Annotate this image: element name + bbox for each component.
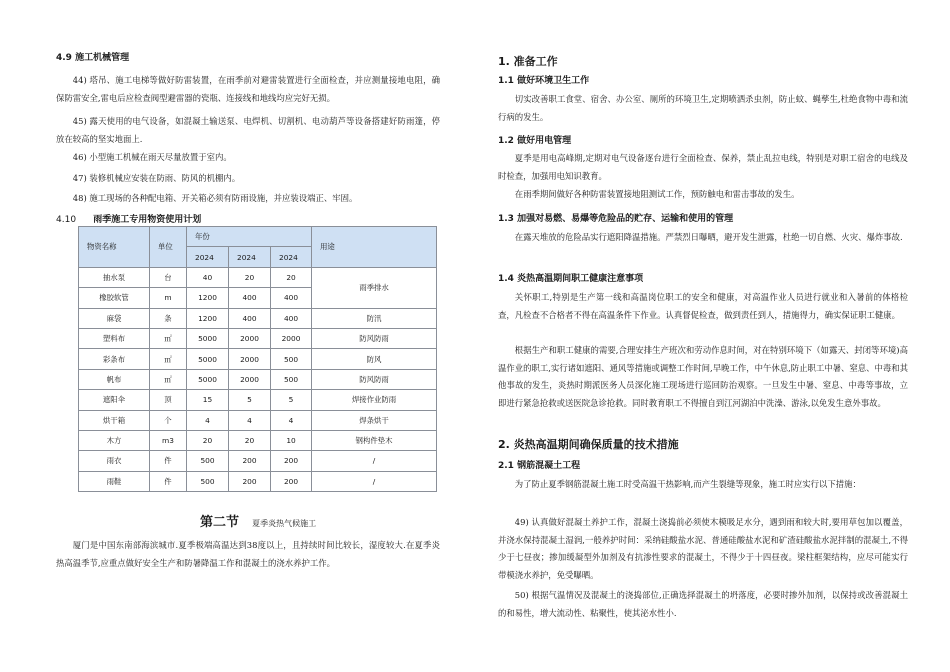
cell-value: 500: [271, 349, 312, 369]
cell-value: 500: [187, 471, 229, 491]
cell-value: 2000: [229, 328, 271, 348]
cell-value: 15: [187, 390, 229, 410]
section-2-heading: [200, 511, 316, 530]
intro-paragraph: 厦门是中国东南部海滨城市.夏季极端高温达到38度以上，且持续时间比较长，湿度较大.在夏季炎热高温季节,应重点做好安全生产和防暑降温工作和混凝土的浇水养护工作。: [56, 540, 440, 568]
table-row: [79, 471, 437, 491]
cell-use: 防汛: [312, 308, 437, 328]
table-row: [79, 349, 437, 369]
cell-value: 5: [271, 390, 312, 410]
cell-value: 4: [187, 410, 229, 430]
cell-value: 2000: [271, 328, 312, 348]
paragraph-1-3: 在露天堆放的危险品实行遮阳降温措施。严禁烈日曝晒，避开发生泄露，杜绝一切自燃、火灾、爆炸事故.: [514, 232, 903, 242]
cell-unit: 件: [150, 451, 187, 471]
cell-use: 防风防雨: [312, 328, 437, 348]
header-year-2: 2024: [229, 247, 271, 267]
cell-name: 烘干箱: [79, 410, 150, 430]
cell-value: 20: [271, 267, 312, 287]
cell-name: 抽水泵: [79, 267, 150, 287]
table-row: [79, 369, 437, 389]
cell-unit: ㎡: [150, 369, 187, 389]
table-row: [79, 308, 437, 328]
paragraph-2-1: 为了防止夏季钢筋混凝土施工时受高温干热影响,而产生裂缝等现象，施工时应实行以下措施：: [514, 479, 861, 489]
cell-value: 200: [271, 451, 312, 471]
paragraph-1-2b: 在雨季期间做好各种防雷装置接地阻测试工作，预防触电和雷击事故的发生。: [514, 189, 800, 199]
cell-value: 200: [229, 451, 271, 471]
cell-name: 彩条布: [79, 349, 150, 369]
cell-use: /: [312, 471, 437, 491]
cell-value: 400: [229, 308, 271, 328]
cell-value: 40: [187, 267, 229, 287]
cell-value: 200: [229, 471, 271, 491]
section-4-10-heading: [56, 212, 201, 225]
cell-name: 雨衣: [79, 451, 150, 471]
heading-2: 2. 炎热高温期间确保质量的技术措施: [498, 438, 679, 451]
cell-value: 20: [229, 430, 271, 450]
cell-name: 麻袋: [79, 308, 150, 328]
cell-name: 遮阳伞: [79, 390, 150, 410]
section-4-10-number: 4.10: [56, 215, 77, 225]
header-unit: 单位: [150, 227, 187, 268]
cell-name: 雨鞋: [79, 471, 150, 491]
cell-value: 400: [271, 288, 312, 308]
cell-use: 钢构件垫木: [312, 430, 437, 450]
heading-1-1: 1.1 做好环境卫生工作: [498, 76, 590, 86]
section-4-10-title: 雨季施工专用物资使用计划: [93, 215, 202, 225]
paragraph-46: 46) 小型施工机械在雨天尽量放置于室内。: [72, 152, 232, 162]
header-name: 物资名称: [79, 227, 150, 268]
cell-value: 5000: [187, 369, 229, 389]
materials-table: [78, 226, 437, 492]
table-row: [79, 267, 437, 287]
cell-unit: 顶: [150, 390, 187, 410]
cell-unit: 条: [150, 308, 187, 328]
cell-value: 10: [271, 430, 312, 450]
cell-use: 防风: [312, 349, 437, 369]
cell-value: 500: [271, 369, 312, 389]
paragraph-47: 47) 装修机械应安装在防雨、防风的机棚内。: [72, 173, 241, 183]
cell-value: 2000: [229, 369, 271, 389]
paragraph-49: 49) 认真做好混凝土养护工作，混凝土浇捣前必须使木模吸足水分，遇到雨和较大时,要用草包加以覆盖，并浇水保持混凝土湿润,一般养护时间：采纳硅酸盐水泥、普通硅酸盐水泥和矿渣硅酸盐水泥拌制的混凝土,不得少于七昼夜；掺加缓凝型外加剂及有抗渗性要求的混凝土，不得少于十四昼夜。梁柱框架结构，应尽可能实行带模浇水养护，免受曝晒。: [498, 517, 908, 580]
cell-value: 2000: [229, 349, 271, 369]
cell-name: 木方: [79, 430, 150, 450]
heading-1-3: 1.3 加强对易燃、易爆等危险品的贮存、运输和使用的管理: [498, 214, 734, 224]
header-year-1: 2024: [187, 247, 229, 267]
cell-unit: m3: [150, 430, 187, 450]
cell-unit: 台: [150, 267, 187, 287]
heading-1-4: 1.4 炎热高温期间职工健康注意事项: [498, 274, 644, 284]
table-row: [79, 390, 437, 410]
section-2-number: 第二节: [200, 515, 240, 530]
header-year-3: 2024: [271, 247, 312, 267]
cell-use: 防风防雨: [312, 369, 437, 389]
cell-unit: ㎡: [150, 349, 187, 369]
table-row: [79, 451, 437, 471]
cell-value: 1200: [187, 308, 229, 328]
cell-unit: ㎡: [150, 328, 187, 348]
cell-value: 400: [229, 288, 271, 308]
paragraph-1-1: 切实改善职工食堂、宿舍、办公室、厕所的环境卫生,定期喷洒杀虫剂，防止蚊、蝇孳生,杜绝食物中毒和流行病的发生。: [498, 94, 908, 122]
paragraph-44: 44) 塔吊、施工电梯等做好防雷装置，在雨季前对避雷装置进行全面检查，并应测量接地电阻，确保防雷安全,雷电后应检查阀型避雷器的瓷瓶、连接线和地线均应完好无损。: [56, 75, 440, 103]
cell-unit: 件: [150, 471, 187, 491]
cell-use: 雨季排水: [312, 267, 437, 308]
heading-2-1: 2.1 钢筋混凝土工程: [498, 461, 581, 471]
paragraph-1-4a: 关怀职工,特别是生产第一线和高温岗位职工的安全和健康，对高温作业人员进行就业和入暑前的体格检查，凡检查不合格者不得在高温条件下作业。认真督促检查，做到责任到人，措施得力，确实保证职工健康。: [498, 292, 908, 320]
cell-value: 1200: [187, 288, 229, 308]
cell-value: 5000: [187, 349, 229, 369]
heading-1-2: 1.2 做好用电管理: [498, 136, 572, 146]
header-use: 用途: [312, 227, 437, 268]
cell-use: 焊接作业防雨: [312, 390, 437, 410]
cell-value: 500: [187, 451, 229, 471]
cell-value: 5000: [187, 328, 229, 348]
paragraph-50: 50) 根据气温情况及混凝土的浇捣部位,正确选择混凝土的坍落度，必要时掺外加剂，以保持或改善混凝土的和易性，增大流动性、粘聚性，使其泌水性小.: [498, 590, 908, 618]
cell-value: 20: [187, 430, 229, 450]
paragraph-1-2a: 夏季是用电高峰期,定期对电气设备逐台进行全面检查、保养，禁止乱拉电线，特别是对职工宿舍的电线及时检查，加强用电知识教育。: [498, 153, 908, 181]
cell-name: 塑料布: [79, 328, 150, 348]
cell-unit: m: [150, 288, 187, 308]
cell-value: 5: [229, 390, 271, 410]
cell-value: 4: [229, 410, 271, 430]
header-year: 年份: [187, 227, 312, 247]
cell-name: 橡胶软管: [79, 288, 150, 308]
cell-name: 帆布: [79, 369, 150, 389]
cell-unit: 个: [150, 410, 187, 430]
cell-use: 焊条烘干: [312, 410, 437, 430]
section-2-title: 夏季炎热气候施工: [252, 519, 317, 528]
cell-value: 200: [271, 471, 312, 491]
table-row: [79, 430, 437, 450]
table-header-row: [79, 227, 437, 247]
section-4-9-heading: 4.9 施工机械管理: [56, 53, 130, 63]
cell-value: 4: [271, 410, 312, 430]
cell-use: /: [312, 451, 437, 471]
paragraph-48: 48) 施工现场的各种配电箱、开关箱必须有防雨设施，并应装设端正、牢固。: [72, 193, 358, 203]
table-row: [79, 410, 437, 430]
table-row: [79, 328, 437, 348]
cell-value: 20: [229, 267, 271, 287]
cell-value: 400: [271, 308, 312, 328]
paragraph-45: 45) 露天使用的电气设备，如混凝土输送泵、电焊机、切割机、电动葫芦等设备搭建好防雨篷，停放在较高的坚实地面上.: [56, 116, 440, 144]
heading-1: 1. 准备工作: [498, 55, 558, 68]
paragraph-1-4b: 根据生产和职工健康的需要,合理安排生产班次和劳动作息时间，对在特别环境下（如露天、封闭等环境)高温作业的职工,实行诸如遮阳、通风等措施或调整工作时间,早晚工作，中午休息,防止职工中暑、窒息、中毒和其他事故的发生，炎热时期派医务人员深化施工现场进行巡回防治观察。一旦发生中暑、窒息、中毒等事故，立即进行紧急抢救或送医院急诊抢救。同时教育职工不得擅自到江河湖泊中洗澡、游泳,以免发生意外事故。: [498, 345, 908, 408]
